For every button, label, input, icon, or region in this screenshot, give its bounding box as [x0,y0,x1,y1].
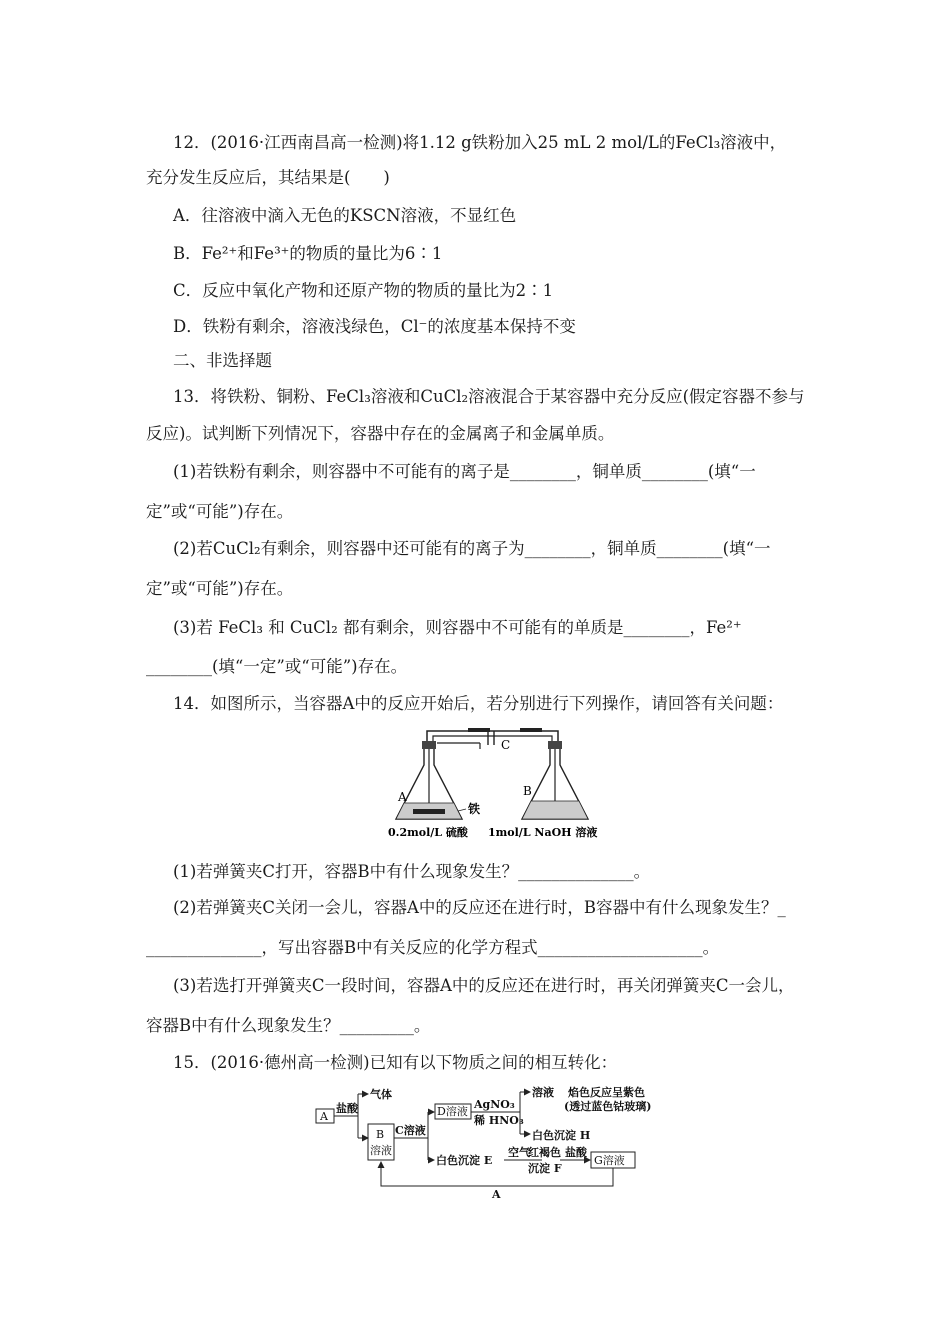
clamp-c-label: C [501,738,511,752]
q14-part3-line1: (3)若选打开弹簧夹C一段时间，容器A中的反应还在进行时，再关闭弹簧夹C一会儿， [173,976,795,995]
flame-test-label: 焰色反应呈紫色 [568,1086,645,1099]
naoh-label: 1mol/L NaOH 溶液 [488,826,598,839]
q14-part2-line1: (2)若弹簧夹C关闭一会儿，容器A中的反应还在进行时，B容器中有什么现象发生？_ [173,898,786,917]
iron-label: 铁 [468,802,481,816]
flask-b-label: B [523,784,532,798]
box-b-label: B [376,1128,385,1141]
flask-a-label: A [398,790,407,804]
apparatus-diagram [380,723,620,843]
conversion-flowchart [310,1082,680,1200]
hno3-label: 稀 HNO₃ [474,1114,524,1127]
q12-stem-line2: 充分发生反应后，其结果是( ) [146,168,390,187]
q12-option-d: D．铁粉有剩余，溶液浅绿色，Cl⁻的浓度基本保持不变 [173,317,576,336]
box-b-solution: 溶液 [370,1144,392,1157]
box-a-label: A [320,1110,328,1123]
q12-stem-line1: 12．(2016·江西南昌高一检测)将1.12 g铁粉加入25 mL 2 mol/L的FeCl₃溶液中， [173,133,787,152]
q14-part1: (1)若弹簧夹C打开，容器B中有什么现象发生？______________。 [173,862,651,881]
ppt-f-label: 沉淀 F [528,1162,562,1175]
q13-part3-line1: (3)若 FeCl₃ 和 CuCl₂ 都有剩余，则容器中不可能有的单质是________，Fe²⁺ [173,618,742,637]
q15-stem: 15．(2016·德州高一检测)已知有以下物质之间的相互转化： [173,1053,618,1072]
q13-stem-line1: 13．将铁粉、铜粉、FeCl₃溶液和CuCl₂溶液混合于某容器中充分反应(假定容器不参与 [173,387,805,406]
q13-part2-line2: 定”或“可能”)存在。 [146,579,294,598]
q14-stem: 14．如图所示，当容器A中的反应开始后，若分别进行下列操作，请回答有关问题： [173,694,784,713]
q13-part1-line1: (1)若铁粉有剩余，则容器中不可能有的离子是________，铜单质________(填“一 [173,462,756,481]
box-d-label: D溶液 [437,1105,468,1118]
box-g-label: G溶液 [594,1154,625,1167]
q13-part2-line1: (2)若CuCl₂有剩余，则容器中还可能有的离子为________，铜单质________(填“一 [173,539,771,558]
q14-part3-line2: 容器B中有什么现象发生？_________。 [146,1016,431,1035]
hcl-label-1: 盐酸 [336,1102,358,1115]
q13-stem-line2: 反应)。试判断下列情况下，容器中存在的金属离子和金属单质。 [146,424,615,443]
c-solution-label: C溶液 [395,1124,426,1137]
loop-a-label: A [492,1188,501,1200]
white-ppt-h-label: 白色沉淀 H [532,1129,591,1142]
q12-option-b: B．Fe²⁺和Fe³⁺的物质的量比为6∶1 [173,244,443,263]
acid-label: 0.2mol/L 硫酸 [388,826,468,839]
agno3-label: AgNO₃ [474,1098,515,1111]
q12-option-a: A．往溶液中滴入无色的KSCN溶液，不显红色 [173,206,517,225]
q14-part2-line2: ______________，写出容器B中有关反应的化学方程式____________________。 [146,938,720,957]
q13-part1-line2: 定”或“可能”)存在。 [146,502,294,521]
red-brown-label: 红褐色 [528,1146,561,1159]
q13-part3-line2: ________(填“一定”或“可能”)存在。 [146,657,408,676]
hcl-label-2: 盐酸 [565,1146,587,1159]
section-heading: 二、非选择题 [173,351,272,370]
q12-option-c: C．反应中氧化产物和还原产物的物质的量比为2∶1 [173,281,554,300]
gas-label: 气体 [370,1088,392,1101]
air-label: 空气 [508,1146,530,1159]
solution-label: 溶液 [532,1086,554,1099]
white-ppt-e-label: 白色沉淀 E [436,1154,493,1167]
cobalt-glass-label: (透过蓝色钴玻璃) [564,1100,652,1113]
